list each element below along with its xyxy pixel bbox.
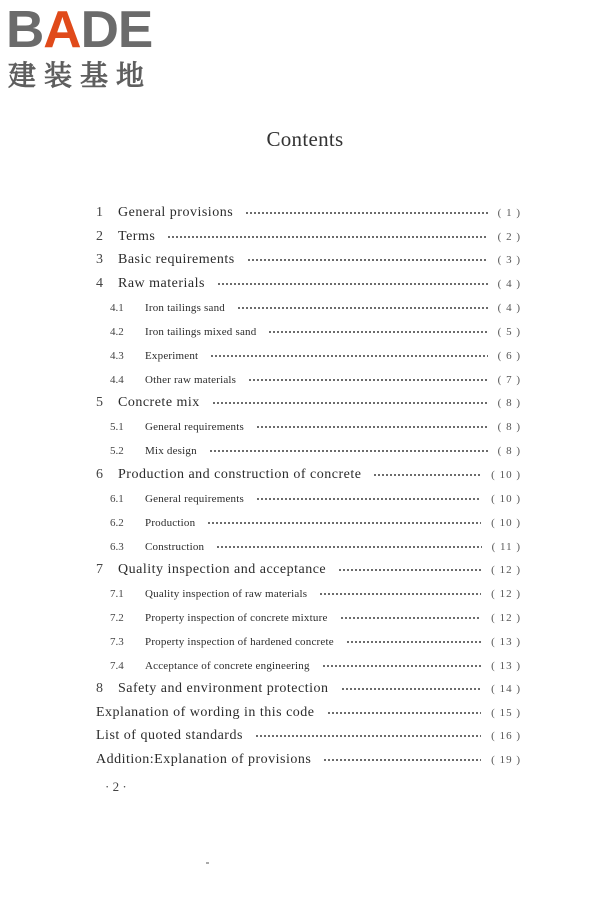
toc-entry[interactable]	[96, 226, 521, 248]
dot-leader	[237, 307, 488, 309]
toc-entry-number: 5.1	[110, 421, 124, 433]
toc-entry[interactable]	[96, 392, 521, 414]
toc-entry-label: General provisions	[118, 205, 234, 220]
dot-leader	[256, 498, 481, 500]
toc-entry-label: Production	[145, 517, 196, 529]
toc-entry[interactable]	[96, 345, 521, 367]
dot-leader	[248, 379, 488, 381]
toc-entry-number: 3	[96, 252, 103, 267]
toc-entry[interactable]	[96, 559, 521, 581]
toc-entry-page: ( 5 )	[497, 326, 521, 338]
toc-entry-number: 2	[96, 229, 103, 244]
toc-entry-page: ( 10 )	[491, 493, 521, 505]
toc-entry-label: Production and construction of concrete	[118, 467, 362, 482]
toc-entry-number: 4.2	[110, 326, 124, 338]
toc-entry-label: Explanation of wording in this code	[96, 705, 315, 720]
toc-entry-label: Mix design	[145, 445, 197, 457]
dot-leader	[256, 426, 488, 428]
bade-logo	[6, 1, 181, 96]
toc-entry-page: ( 12 )	[491, 588, 521, 600]
dot-leader	[209, 450, 488, 452]
toc-entry-number: 5	[96, 395, 103, 410]
dot-leader	[207, 522, 481, 524]
toc-entry[interactable]	[96, 321, 521, 343]
toc-entry-page: ( 2 )	[497, 231, 521, 243]
dot-leader	[323, 759, 481, 761]
logo-letter-a-accent: A	[43, 1, 81, 59]
toc-entry-label: Terms	[118, 229, 156, 244]
toc-entry-number: 4	[96, 276, 103, 291]
toc-entry-page: ( 8 )	[497, 421, 521, 433]
toc-entry-label: Addition:Explanation of provisions	[96, 752, 312, 767]
toc-entry-label: Safety and environment protection	[118, 681, 329, 696]
toc-entry[interactable]	[96, 655, 521, 677]
logo-letters-de: DE	[80, 1, 153, 59]
toc-entry-page: ( 12 )	[491, 564, 521, 576]
toc-entry-page: ( 10 )	[491, 469, 521, 481]
toc-entry-number: 1	[96, 205, 103, 220]
toc-entry-number: 6	[96, 467, 103, 482]
toc-entry[interactable]	[96, 416, 521, 438]
scan-speck	[206, 862, 209, 864]
toc-entry-page: ( 4 )	[497, 278, 521, 290]
logo-subtitle: 建装基地	[8, 59, 153, 92]
toc-entry-page: ( 7 )	[497, 374, 521, 386]
toc-entry-number: 7.4	[110, 660, 124, 672]
toc-entry-number: 6.2	[110, 517, 124, 529]
dot-leader	[346, 641, 481, 643]
page-number-footer: · 2 ·	[105, 779, 127, 794]
toc-entry[interactable]	[96, 369, 521, 391]
dot-leader	[338, 569, 481, 571]
toc-entry[interactable]	[96, 725, 521, 747]
toc-entry-number: 6.1	[110, 493, 124, 505]
dot-leader	[216, 546, 481, 548]
toc-entry-number: 7.1	[110, 588, 124, 600]
toc-entry[interactable]	[96, 464, 521, 486]
toc-entry-label: Property inspection of concrete mixture	[145, 612, 328, 624]
toc-entry-page: ( 1 )	[497, 207, 521, 219]
toc-entry-label: Iron tailings mixed sand	[145, 326, 257, 338]
toc-entry-page: ( 14 )	[491, 683, 521, 695]
toc-entry[interactable]	[96, 488, 521, 510]
dot-leader	[217, 283, 488, 285]
dot-leader	[247, 259, 488, 261]
toc-entry-label: General requirements	[145, 493, 244, 505]
toc-entry-page: ( 15 )	[491, 707, 521, 719]
toc-entry-number: 6.3	[110, 541, 124, 553]
toc-entry-label: Other raw materials	[145, 374, 237, 386]
dot-leader	[319, 593, 481, 595]
toc-entry-label: General requirements	[145, 421, 244, 433]
toc-entry[interactable]	[96, 631, 521, 653]
toc-entry-page: ( 8 )	[497, 445, 521, 457]
toc-entry-page: ( 4 )	[497, 302, 521, 314]
dot-leader	[167, 236, 487, 238]
page-title: Contents	[266, 127, 344, 151]
toc-entry-label: Experiment	[145, 350, 199, 362]
toc-entry-number: 7.2	[110, 612, 124, 624]
toc-entry-label: Iron tailings sand	[145, 302, 225, 314]
toc-entry-number: 4.1	[110, 302, 124, 314]
toc-entry-page: ( 12 )	[491, 612, 521, 624]
toc-entry[interactable]	[96, 273, 521, 295]
dot-leader	[212, 402, 488, 404]
toc-entry[interactable]	[96, 702, 521, 724]
dot-leader	[340, 617, 482, 619]
logo-wordmark	[6, 1, 153, 59]
toc-entry-number: 7	[96, 562, 103, 577]
toc-entry-page: ( 16 )	[491, 730, 521, 742]
toc-entry[interactable]	[96, 440, 521, 462]
toc-entry-page: ( 19 )	[491, 754, 521, 766]
toc-entry-label: Raw materials	[118, 276, 205, 291]
logo-letter-b: B	[6, 1, 44, 59]
toc-entry[interactable]	[96, 297, 521, 319]
toc-entry-number: 5.2	[110, 445, 124, 457]
toc-entry[interactable]	[96, 202, 521, 224]
toc-entry[interactable]	[96, 512, 521, 534]
toc-entry-label: Construction	[145, 541, 205, 553]
dot-leader	[322, 665, 481, 667]
toc-entry-page: ( 3 )	[497, 254, 521, 266]
toc-entry-page: ( 6 )	[497, 350, 521, 362]
toc-entry[interactable]	[96, 749, 521, 771]
dot-leader	[210, 355, 487, 357]
toc-entry-label: Concrete mix	[118, 395, 200, 410]
toc-entry-page: ( 11 )	[491, 541, 521, 553]
dot-leader	[327, 712, 482, 714]
toc-entry-label: Basic requirements	[118, 252, 235, 267]
toc-entry-label: Acceptance of concrete engineering	[145, 660, 310, 672]
dot-leader	[373, 474, 481, 476]
toc-entry-page: ( 13 )	[491, 660, 521, 672]
toc-entry-number: 4.4	[110, 374, 124, 386]
dot-leader	[245, 212, 488, 214]
toc-entry-number: 4.3	[110, 350, 124, 362]
toc-entry-page: ( 13 )	[491, 636, 521, 648]
toc-entry-number: 7.3	[110, 636, 124, 648]
dot-leader	[255, 735, 481, 737]
toc-entry-label: Quality inspection of raw materials	[145, 588, 308, 600]
toc-entry[interactable]	[96, 536, 521, 558]
toc-entry-label: Quality inspection and acceptance	[118, 562, 327, 577]
toc-entry-page: ( 10 )	[491, 517, 521, 529]
toc-entry[interactable]	[96, 607, 521, 629]
toc-entry-label: Property inspection of hardened concrete	[145, 636, 334, 648]
toc-entry-number: 8	[96, 681, 103, 696]
toc-entry[interactable]	[96, 249, 521, 271]
toc-entry[interactable]	[96, 678, 521, 700]
toc-entry-label: List of quoted standards	[96, 728, 243, 743]
dot-leader	[341, 688, 482, 690]
toc-entry[interactable]	[96, 583, 521, 605]
dot-leader	[268, 331, 487, 333]
toc-entry-page: ( 8 )	[497, 397, 521, 409]
